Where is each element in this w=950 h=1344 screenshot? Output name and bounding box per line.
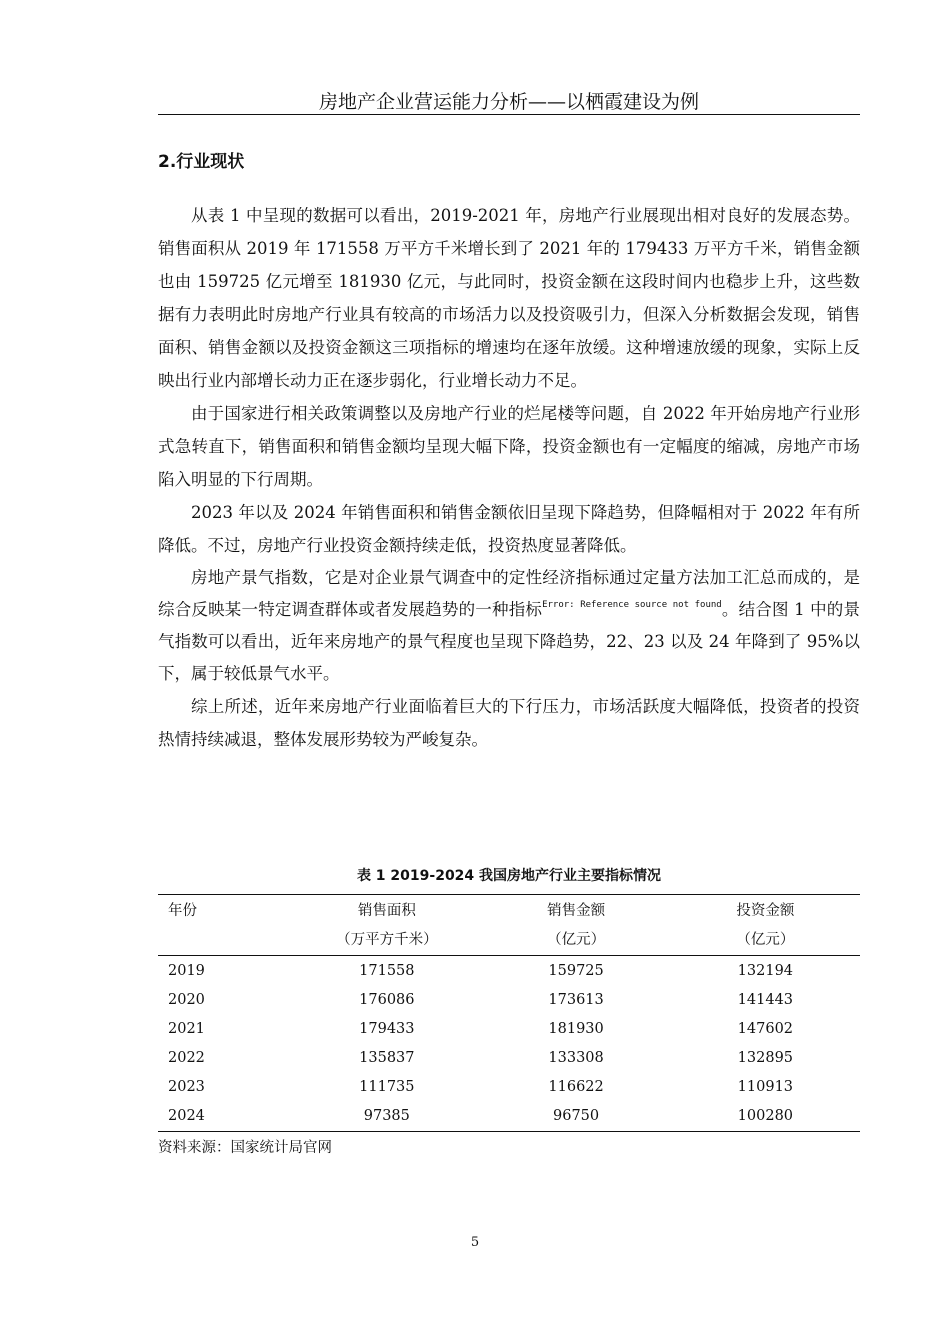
header-sales-area: 销售面积 xyxy=(357,903,416,919)
paragraph-2: 由于国家进行相关政策调整以及房地产行业的烂尾楼等问题，自 2022 年开始房地产行业形式急转直下，销售面积和销售金额均呈现大幅下降，投资金额也有一定幅度的缩减，房地产市场陷入明显的下行周期。 xyxy=(158,404,860,489)
cell-investment-amount: 100280 xyxy=(737,1108,794,1124)
paragraph-4 xyxy=(158,562,860,690)
cell-year: 2021 xyxy=(168,1021,205,1037)
cell-year: 2020 xyxy=(168,992,205,1008)
table-unit-row xyxy=(158,926,860,955)
table-bottom-rule xyxy=(158,1131,860,1132)
reference-error-note: Error: Reference source not found xyxy=(542,600,722,610)
header-rule xyxy=(158,114,860,115)
table-source-note: 资料来源：国家统计局官网 xyxy=(158,1140,332,1156)
cell-sales-amount: 181930 xyxy=(548,1021,604,1037)
unit-investment-amount: （亿元） xyxy=(736,932,795,948)
cell-year: 2019 xyxy=(168,963,205,979)
cell-sales-area: 171558 xyxy=(359,963,415,979)
table-row xyxy=(158,1073,860,1102)
section-title: 2.行业现状 xyxy=(158,152,245,172)
cell-year: 2022 xyxy=(168,1050,205,1066)
table-header-row xyxy=(158,897,860,926)
cell-investment-amount: 132895 xyxy=(737,1050,794,1066)
header-investment-amount: 投资金额 xyxy=(736,903,795,919)
table-row xyxy=(158,955,860,986)
cell-sales-amount: 133308 xyxy=(548,1050,604,1066)
cell-year: 2023 xyxy=(168,1079,205,1095)
header-year: 年份 xyxy=(168,903,197,919)
table-row xyxy=(158,986,860,1015)
indicator-table xyxy=(158,897,860,1131)
table-row xyxy=(158,1102,860,1131)
cell-sales-area: 176086 xyxy=(359,992,415,1008)
page-number: 5 xyxy=(470,1235,480,1250)
cell-sales-area: 97385 xyxy=(363,1108,410,1124)
unit-sales-area: （万平方千米） xyxy=(336,932,438,948)
header-sales-amount: 销售金额 xyxy=(547,903,606,919)
cell-sales-area: 135837 xyxy=(359,1050,415,1066)
table-caption: 表 1 2019-2024 我国房地产行业主要指标情况 xyxy=(356,868,662,884)
cell-investment-amount: 132194 xyxy=(737,963,794,979)
unit-year xyxy=(158,926,292,955)
paragraph-3: 2023 年以及 2024 年销售面积和销售金额依旧呈现下降趋势，但降幅相对于 2022 年有所降低。不过，房地产行业投资金额持续走低，投资热度显著降低。 xyxy=(158,503,860,555)
cell-sales-amount: 173613 xyxy=(548,992,604,1008)
paragraph-4-text-a: 房地产景气指数，它是对企业景气调查中的定性经济指标通过定量方法加工汇总而成的，是综合反映某一特定调查群体或者发展趋势的一种指标 xyxy=(158,568,860,619)
running-header: 房地产企业营运能力分析——以栖霞建设为例 xyxy=(318,91,699,113)
table-top-rule xyxy=(158,894,860,895)
cell-investment-amount: 141443 xyxy=(737,992,794,1008)
cell-sales-amount: 96750 xyxy=(553,1108,600,1124)
unit-sales-amount: （亿元） xyxy=(547,932,606,948)
paragraph-4-text-b: 。结合图 1 中的景气指数可以看出，近年来房地产的景气程度也呈现下降趋势，22、23 以及 24 年降到了 95%以下，属于较低景气水平。 xyxy=(158,600,860,683)
cell-year: 2024 xyxy=(168,1108,205,1124)
cell-sales-area: 179433 xyxy=(359,1021,415,1037)
cell-investment-amount: 110913 xyxy=(737,1079,794,1095)
paragraph-1: 从表 1 中呈现的数据可以看出，2019-2021 年，房地产行业展现出相对良好的发展态势。销售面积从 2019 年 171558 万平方千米增长到了 2021 年的 179433 万平方千米，销售金额也由 159725 亿元增至 181930 亿元，与此同时，投资金额在这段时间内也稳步上升，这些数据有力表明此时房地产行业具有较高的市场活力以及投资吸引力，但深入分析数据会发现，销售面积、销售金额以及投资金额这三项指标的增速均在逐年放缓。这种增速放缓的现象，实际上反映出行业内部增长动力正在逐步弱化，行业增长动力不足。 xyxy=(158,206,860,390)
body-text xyxy=(158,199,860,756)
table-row xyxy=(158,1015,860,1044)
paragraph-5: 综上所述，近年来房地产行业面临着巨大的下行压力，市场活跃度大幅降低，投资者的投资热情持续减退，整体发展形势较为严峻复杂。 xyxy=(158,697,860,749)
cell-sales-area: 111735 xyxy=(359,1079,415,1095)
cell-sales-amount: 116622 xyxy=(548,1079,604,1095)
cell-investment-amount: 147602 xyxy=(737,1021,794,1037)
cell-sales-amount: 159725 xyxy=(548,963,604,979)
table-row xyxy=(158,1044,860,1073)
